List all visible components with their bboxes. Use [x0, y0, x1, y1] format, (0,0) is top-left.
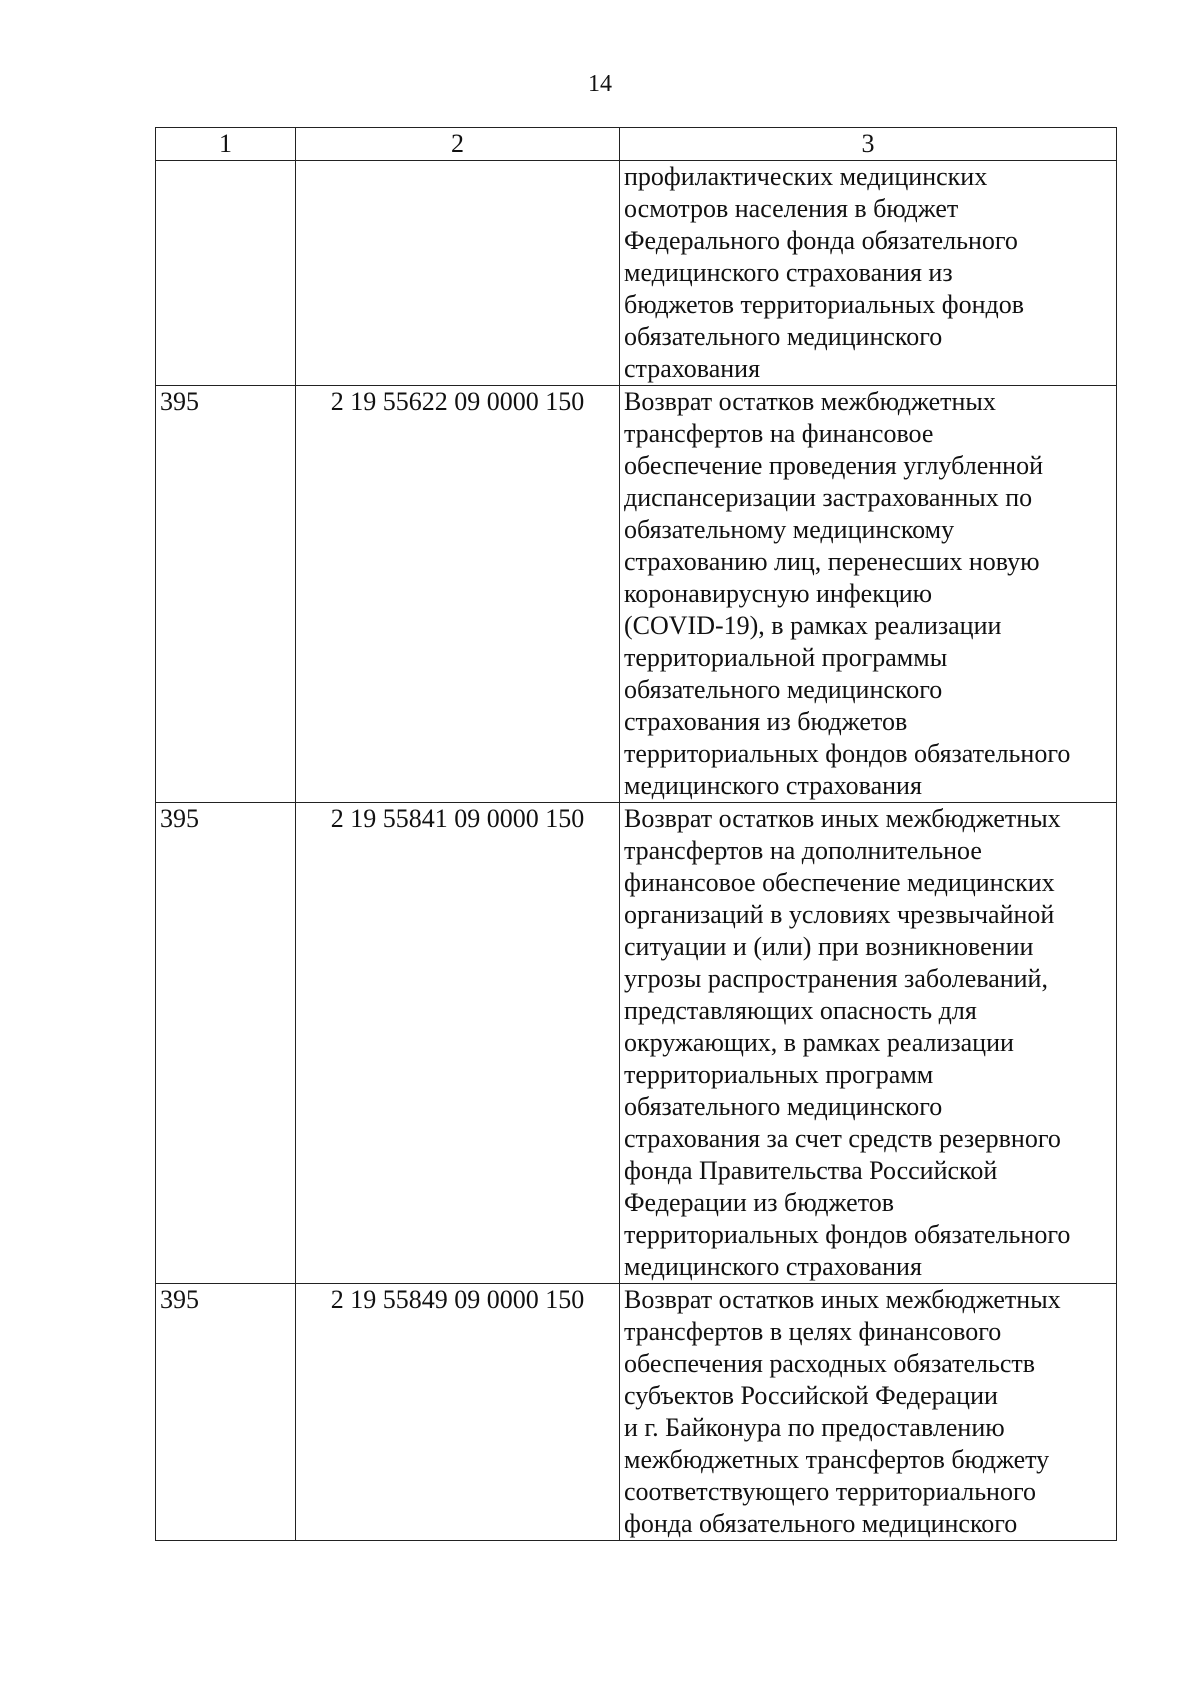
description-line: трансфертов в целях финансового: [624, 1317, 1002, 1346]
description-line: представляющих опасность для: [624, 996, 977, 1025]
description-line: осмотров населения в бюджет: [624, 194, 959, 223]
budget-code-cell: 2 19 55841 09 0000 150: [296, 803, 620, 1284]
description-line: профилактических медицинских: [624, 162, 988, 191]
description-line: соответствующего территориального: [624, 1477, 1036, 1506]
description-line: межбюджетных трансфертов бюджету: [624, 1445, 1050, 1474]
description-cell: [620, 803, 1117, 1284]
description-line: обязательного медицинского: [624, 1092, 943, 1121]
description-line: угрозы распространения заболеваний,: [624, 964, 1048, 993]
description-cell: [620, 1284, 1117, 1541]
column-number-3: 3: [620, 128, 1117, 161]
description-line: ситуации и (или) при возникновении: [624, 932, 1034, 961]
description-line: страхования за счет средств резервного: [624, 1124, 1061, 1153]
description-line: страхования: [624, 354, 761, 383]
budget-code-cell: 2 19 55849 09 0000 150: [296, 1284, 620, 1541]
table-header-row: [156, 128, 1117, 161]
description-line: территориальных программ: [624, 1060, 934, 1089]
description-line: территориальной программы: [624, 643, 948, 672]
description-line: коронавирусную инфекцию: [624, 579, 933, 608]
budget-codes-table: [155, 127, 1117, 1541]
description-line: организаций в условиях чрезвычайной: [624, 900, 1055, 929]
column-number-2: 2: [296, 128, 620, 161]
description-line: медицинского страхования: [624, 771, 922, 800]
admin-code-cell: 395: [156, 386, 296, 803]
description-line: обязательного медицинского: [624, 322, 943, 351]
description-line: обязательного медицинского: [624, 675, 943, 704]
description-line: медицинского страхования из: [624, 258, 953, 287]
description-line: и г. Байконура по предоставлению: [624, 1413, 1005, 1442]
table-row: [156, 161, 1117, 386]
description-line: территориальных фондов обязательного: [624, 739, 1071, 768]
admin-code-cell: 395: [156, 803, 296, 1284]
description-line: фонда обязательного медицинского: [624, 1509, 1018, 1538]
table-row: [156, 1284, 1117, 1541]
description-cell: [620, 161, 1117, 386]
description-line: бюджетов территориальных фондов: [624, 290, 1025, 319]
table-row: [156, 386, 1117, 803]
budget-code-cell: [296, 161, 620, 386]
description-line: территориальных фондов обязательного: [624, 1220, 1071, 1249]
admin-code-cell: 395: [156, 1284, 296, 1541]
column-number-1: 1: [156, 128, 296, 161]
description-line: (COVID-19), в рамках реализации: [624, 611, 1002, 640]
budget-code-cell: 2 19 55622 09 0000 150: [296, 386, 620, 803]
description-line: медицинского страхования: [624, 1252, 922, 1281]
description-line: Возврат остатков иных межбюджетных: [624, 1285, 1061, 1314]
description-cell: [620, 386, 1117, 803]
description-line: субъектов Российской Федерации: [624, 1381, 998, 1410]
table-row: [156, 803, 1117, 1284]
description-line: Федерации из бюджетов: [624, 1188, 894, 1217]
admin-code-cell: [156, 161, 296, 386]
description-line: страхованию лиц, перенесших новую: [624, 547, 1040, 576]
description-line: финансовое обеспечение медицинских: [624, 868, 1055, 897]
description-line: Возврат остатков межбюджетных: [624, 387, 996, 416]
description-line: страхования из бюджетов: [624, 707, 908, 736]
description-line: обеспечения расходных обязательств: [624, 1349, 1036, 1378]
description-line: обязательному медицинскому: [624, 515, 955, 544]
page-number: 14: [588, 71, 612, 97]
description-line: трансфертов на дополнительное: [624, 836, 982, 865]
description-line: Возврат остатков иных межбюджетных: [624, 804, 1061, 833]
description-line: трансфертов на финансовое: [624, 419, 934, 448]
description-line: Федерального фонда обязательного: [624, 226, 1018, 255]
description-line: диспансеризации застрахованных по: [624, 483, 1033, 512]
description-line: обеспечение проведения углубленной: [624, 451, 1044, 480]
description-line: фонда Правительства Российской: [624, 1156, 998, 1185]
description-line: окружающих, в рамках реализации: [624, 1028, 1014, 1057]
